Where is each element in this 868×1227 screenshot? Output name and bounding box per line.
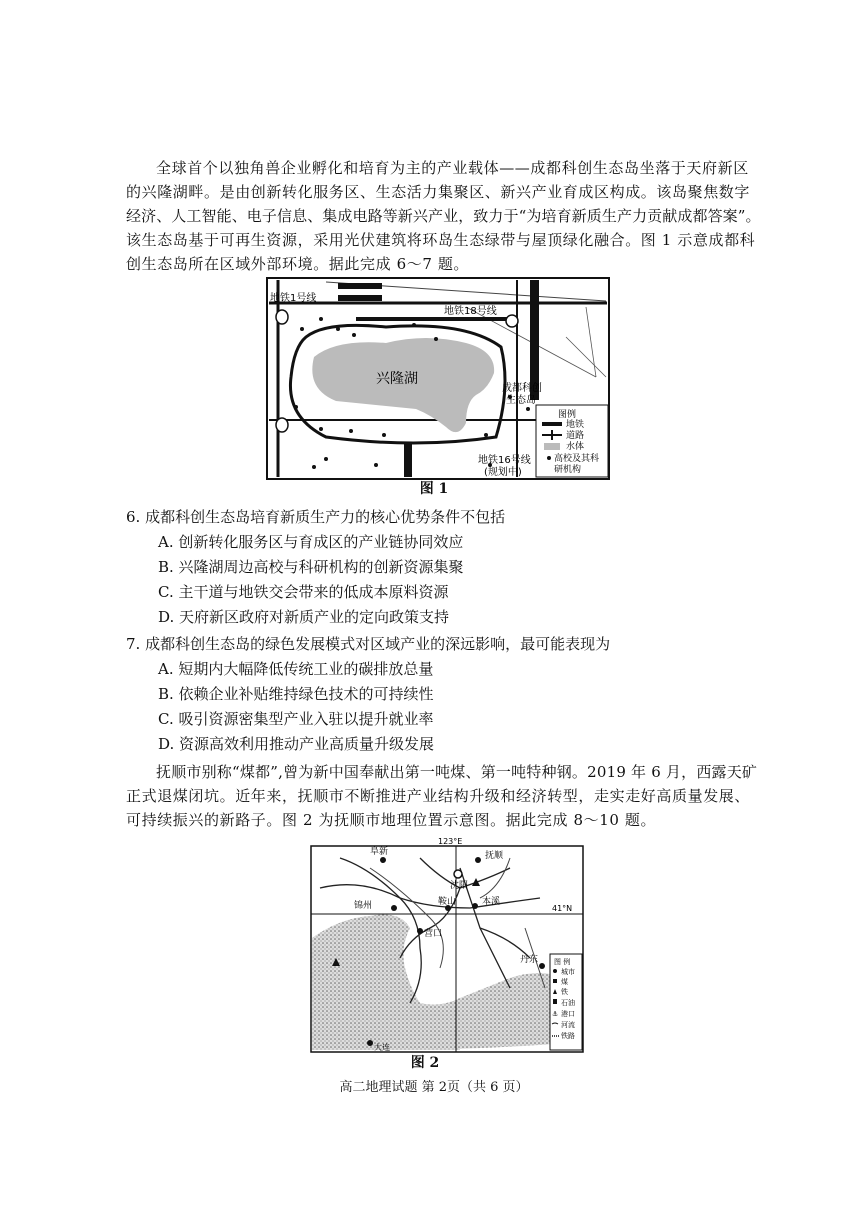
legend-item: 城市 [561,968,575,976]
label-metro-1: 地铁1号线 [270,293,317,304]
passage-1-line: 经济、人工智能、电子信息、集成电路等新兴产业，致力于“为培育新质生产力贡献成都答案”。 [126,207,761,225]
legend-oil-icon [553,999,557,1004]
label-city: 本溪 [482,897,501,907]
legend-item: 铁 [561,988,568,996]
figure-1-caption: 图 1 [419,481,449,497]
legend-university-icon [547,456,551,460]
legend-water-icon [544,443,560,450]
label-longitude: 123°E [438,838,463,846]
passage-2-line: 可持续振兴的新路子。图 2 为抚顺市地理位置示意图。据此完成 8～10 题。 [126,811,657,829]
metro-line-16 [404,443,412,477]
figure-1-legend [536,405,608,477]
legend-item: 道路 [566,431,585,441]
label-metro-18: 地铁18号线 [444,306,497,317]
figure-2-caption: 图 2 [410,1055,440,1071]
label-city: 鞍山 [438,897,457,907]
label-latitude: 41°N [552,904,573,913]
label-city: 阜新 [370,847,389,857]
q6-option-a: A. 创新转化服务区与育成区的产业链协同效应 [158,533,464,551]
label-lake: 兴隆湖 [376,371,418,387]
metro-line-18 [356,317,516,321]
passage-1-line: 全球首个以独角兽企业孵化和培育为主的产业载体——成都科创生态岛坐落于天府新区 [156,159,749,177]
question-6-stem: 6. 成都科创生态岛培育新质生产力的核心优势条件不包括 [126,508,506,526]
label-city: 营口 [424,929,443,939]
figure-2-map [310,838,586,1054]
label-city: 抚顺 [485,851,504,861]
legend-item: 研机构 [554,465,582,475]
legend-metro-icon [542,422,562,426]
legend-port-icon: ⚓ [552,1010,559,1018]
q6-option-d: D. 天府新区政府对新质产业的定向政策支持 [158,608,450,626]
label-city: 锦州 [354,901,373,911]
legend-coal-icon [553,979,557,983]
passage-2 [126,760,758,832]
passage-1-line: 的兴隆湖畔。是由创新转化服务区、生态活力集聚区、新兴产业育成区构成。该岛聚焦数字 [126,183,751,201]
legend-title: 图 例 [554,958,571,966]
passage-2-line: 正式退煤闭坑。近年来，抚顺市不断推进产业结构升级和经济转型，走实走好高质量发展、 [126,787,751,805]
label-city: 大连 [374,1043,390,1052]
figure-1-map [266,277,610,480]
passage-1-line: 该生态岛基于可再生资源，采用光伏建筑将环岛生态绿带与屋顶绿化融合。图 1 示意成都科 [126,231,756,249]
q7-option-b: B. 依赖企业补贴维持绿色技术的可持续性 [158,685,434,703]
legend-item: 水体 [566,442,585,452]
legend-item: 港口 [561,1010,575,1018]
q6-option-c: C. 主干道与地铁交会带来的低成本原料资源 [158,583,449,601]
label-city: 沈阳 [450,881,469,891]
page-footer: 高二地理试题 第 2页（共 6 页） [339,1080,529,1095]
question-7-stem: 7. 成都科创生态岛的绿色发展模式对区域产业的深远影响，最可能表现为 [126,635,611,653]
label-city: 丹东 [520,955,539,965]
passage-2-line: 抚顺市别称“煤都”,曾为新中国奉献出第一吨煤、第一吨特种钢。2019 年 6 月，西露天矿 [156,763,758,781]
legend-title: 图例 [558,410,577,420]
legend-item: 地铁 [566,420,585,430]
q6-option-b: B. 兴隆湖周边高校与科研机构的创新资源集聚 [158,558,464,576]
metro-station-icon [506,315,518,327]
legend-item: 铁路 [561,1032,575,1040]
legend-city-icon [553,969,557,973]
q7-option-d: D. 资源高效利用推动产业高质量升级发展 [158,735,435,753]
q7-option-a: A. 短期内大幅降低传统工业的碳排放总量 [158,660,434,678]
metro-line-1 [338,283,382,289]
label-metro-16: (规划中) [484,467,522,478]
legend-item: 河流 [561,1021,575,1029]
label-island: 生态岛 [506,395,536,406]
metro-station-icon [276,418,288,432]
passage-1 [126,156,761,276]
legend-item: 石油 [561,999,575,1007]
metro-line-vertical [530,280,539,400]
metro-station-icon [276,310,288,324]
figure-2-legend [550,954,582,1050]
q7-option-c: C. 吸引资源密集型产业入驻以提升就业率 [158,710,434,728]
legend-item: 煤 [561,978,568,986]
passage-1-line: 创生态岛所在区域外部环境。据此完成 6～7 题。 [126,255,470,273]
label-metro-16: 地铁16号线 [478,455,531,466]
label-island: 成都科创 [502,383,542,394]
legend-item: 高校及其科 [554,454,600,464]
metro-line-1 [338,295,382,301]
